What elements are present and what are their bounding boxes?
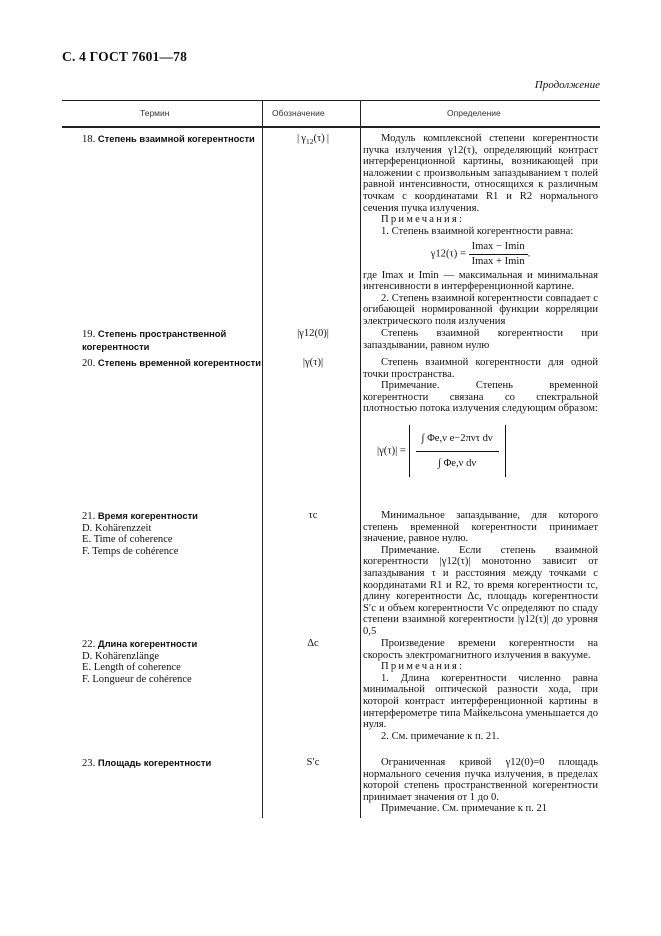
translation-en: E. Length of coherence (82, 662, 181, 674)
symbol-18: | $\gamma_{12}(\tau)$ | (297, 133, 329, 147)
term-number: 23. (82, 758, 96, 769)
note-heading: Примечания: (381, 661, 465, 673)
definition-paragraph: Произведение времени когерентности на скорость электромагнитного излучения в вакууме. (363, 638, 598, 661)
term-number: 21. (82, 511, 96, 522)
col-header-term: Термин (140, 108, 170, 118)
term-21 (82, 510, 262, 557)
symbol-20 (266, 357, 360, 369)
formula-numerator: Imax − Imin (469, 241, 528, 255)
formula-lhs: γ12(τ) = (430, 248, 466, 260)
term-18 (82, 133, 262, 146)
note-paragraph: Примечание. См. примечание к п. 21 (381, 803, 548, 815)
definition-paragraph: Степень взаимной когерентности для одной точки пространства. (363, 357, 598, 380)
formula-numerator: ∫ Φe,ν e−2πντ dν (416, 429, 499, 452)
term-number: 19. (82, 329, 96, 340)
symbol-text: Δc (307, 638, 319, 649)
note-item: 1. Длина когерентности численно равна минимальной оптической разности хода, при которой контраст интерференционной картины в интерферометре типа Майкельсона уменьшается до нуля. (363, 672, 598, 731)
symbol-22 (266, 638, 360, 650)
definition-23 (363, 757, 598, 815)
formula-denominator: Imax + Imin (471, 255, 525, 267)
symbol-19 (266, 328, 360, 340)
term-title: Площадь когерентности (97, 757, 212, 768)
col-header-symbol: Обозначение (272, 108, 325, 118)
note-paragraph: Примечание. Если степень взаимной когерентности |γ12(τ)| монотонно зависит от запаздывания τ и расстояния между точками с координатами R1 и R2, то время когерентности τc, длину когерентности Δc, площадь когерентности S′c и объем когерентности Vc определяют по спаду степени взаимной когерентности |γ12(τ)| до уровня 0,5 (363, 544, 598, 637)
table-col-divider-1 (262, 100, 263, 818)
term-title: Степень временной когерентности (97, 357, 261, 368)
term-23 (82, 757, 262, 770)
note-paragraph: Примечание. Степень временной когерентности связана со спектральной плотностью потока излучения следующим образом: (363, 380, 598, 415)
definition-19 (363, 328, 598, 351)
definition-paragraph: Степень взаимной когерентности при запаздывании, равном нулю (363, 328, 598, 351)
note-item: 1. Степень взаимной когерентности равна: (381, 225, 574, 237)
formula-fraction (416, 429, 499, 473)
definition-paragraph: Минимальное запаздывание, для которого степень временной когерентности принимает значение, равное нулю. (363, 510, 598, 545)
coherence-formula: γ12(τ) = $\frac{Imax - Imin}{Imax + Imin}$ . (430, 241, 531, 267)
note-explanation: где Imax и Imin — максимальная и минимальная интенсивности в интерференционной картине. (363, 269, 598, 293)
formula-abs-bars (409, 425, 506, 477)
term-number: 22. (82, 639, 96, 650)
term-number: 18. (82, 134, 96, 145)
definition-paragraph: Ограниченная кривой γ12(0)=0 площадь нормального сечения пучка излучения, в пределах которой степень пространственной когерентности принимает значения от 1 до 0. (363, 757, 598, 803)
term-title: Степень взаимной когерентности (97, 133, 255, 144)
symbol-text: |γ12(0)| (297, 328, 329, 339)
note-item: 2. См. примечание к п. 21. (381, 730, 500, 742)
definition-paragraph: Модуль комплексной степени когерентности пучка излучения γ12(τ), определяющий контраст интерференционной картины, возникающей при наложении с произвольным запаздыванием τ полей равной интенсивности, относящихся к различным точкам с координатами R1 и R2 нормального сечения пучка излучения. (363, 133, 598, 214)
term-19 (82, 328, 262, 353)
translation-de: D. Kohärenzzeit (82, 522, 152, 534)
translation-fr: F. Temps de cohérence (82, 545, 179, 557)
definition-18 (363, 133, 598, 328)
symbol-23 (266, 757, 360, 769)
term-title: Время когерентности (97, 510, 198, 521)
symbol-text: S′c (306, 757, 320, 768)
page-header: С. 4 ГОСТ 7601—78 (62, 49, 188, 64)
symbol-text: τc (308, 510, 318, 521)
term-title: Длина когерентности (97, 638, 198, 649)
term-20 (82, 357, 262, 370)
table-header-rule (62, 126, 600, 128)
table-col-divider-2 (360, 100, 361, 818)
note-item: 2. Степень взаимной когерентности совпадает с огибающей нормированной функции корреляции электрического поля излучения (363, 292, 598, 327)
symbol-text: |γ(τ)| (302, 357, 324, 368)
temporal-coherence-formula (363, 425, 598, 477)
symbol-21 (266, 510, 360, 522)
term-22 (82, 638, 262, 685)
translation-fr: F. Longueur de cohérence (82, 673, 192, 685)
note-heading: Примечания: (381, 214, 465, 226)
definition-21 (363, 510, 598, 638)
formula-fraction (469, 241, 528, 267)
translation-en: E. Time of coherence (82, 534, 173, 546)
definition-22 (363, 638, 598, 742)
formula-denominator: ∫ Φe,ν dν (438, 457, 477, 469)
table-top-rule (62, 100, 600, 101)
formula-lhs: |γ(τ)| = (377, 445, 406, 457)
term-number: 20. (82, 358, 96, 369)
col-header-definition: Определение (447, 108, 501, 118)
translation-de: D. Kohärenzlänge (82, 650, 160, 662)
definition-20 (363, 357, 598, 479)
continued-label: Продолжение (534, 79, 600, 91)
term-title: Степень пространственной когерентности (82, 328, 227, 352)
